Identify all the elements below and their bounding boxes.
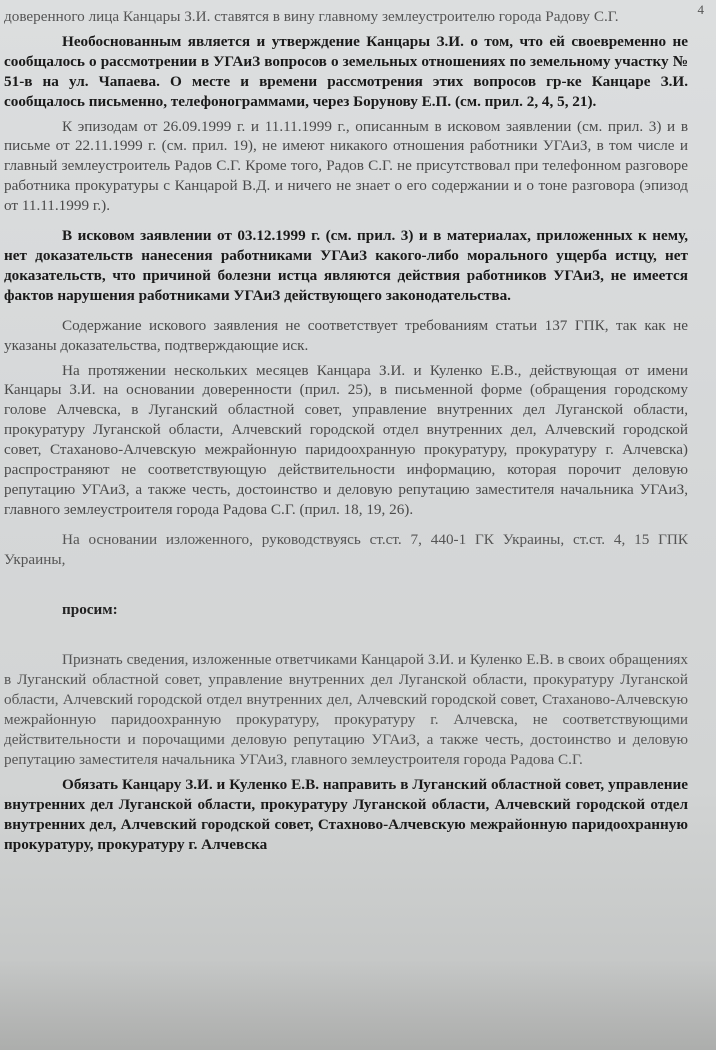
paragraph-dissemination: На протяжении нескольких месяцев Канцара З.И. и Куленко Е.В., действующая от имени Канцары З.И. на основании доверенности (прил. 25), в письменной форме (обращения городскому голове Алчевска, в Луганский областной совет, управление внутренних дел Луганской области, прокуратуру Луганской области, Алчевский городской отдел внутренних дел, Алчевский городской совет, Стахановo-Алчевскую межрайонную паридоохранную прокуратуру, прокуратуру г. Алчевска) распространяют не соответствующую действительности информацию, которая порочит деловую репутацию УГАиЗ, а также честь, достоинство и деловую репутацию заместителя начальника УГАиЗ, главного землеустроителя города Радова С.Г. (прил. 18, 19, 26). — [4, 361, 688, 518]
section-heading-request: просим: — [62, 600, 118, 618]
paragraph-request-recognize: Признать сведения, изложенные ответчиками Канцарой З.И. и Куленко Е.В. в своих обращениях в Луганский областной совет, управление внутренних дел Луганской области, прокуратуру Луганской области, Алчевский городской отдел внутренних дел, Алчевский городской совет, Стаханово-Алчевскую межрайонную паридоохранную прокуратуру, прокуратуру г. Алчевска, не соответствующими действительности и порочащими деловую репутацию УГАиЗ, а также честь, достоинство и деловую репутацию заместителя начальника УГАиЗ, главного землеустроителя города Радова С.Г. — [4, 651, 688, 768]
document-body — [4, 7, 688, 855]
page-shadow — [0, 960, 716, 1050]
paragraph-episodes: К эпизодам от 26.09.1999 г. и 11.11.1999 г., описанным в исковом заявлении (см. прил. 3) и в письме от 22.11.1999 г. (см. прил. 19), не имеют никакого отношения работники УГАиЗ, в том числе и главный землеустроитель Радов С.Г. Кроме того, Радов С.Г. не присутствовал при телефонном разговоре работника прокуратуры с Канцарой В.Д. и ничего не знает о его содержании и о тоне разговора (эпизод от 11.11.1999 г.). — [4, 117, 688, 215]
paragraph-continuation: доверенного лица Канцары З.И. ставятся в вину главному землеустроителю города Радову С.Г. — [4, 8, 619, 25]
paragraph-legal-basis: На основании изложенного, руководствуясь ст.ст. 7, 440-1 ГК Украины, ст.ст. 4, 15 ГПК Украины, — [4, 530, 688, 568]
paragraph-no-evidence: В исковом заявлении от 03.12.1999 г. (см. прил. 3) и в материалах, приложенных к нему, нет доказательств нанесения работниками УГАиЗ какого-либо морального ущерба истцу, нет доказательств, что причиной болезни истца являются действия работников УГАиЗ, не имеется фактов нарушения работниками УГАиЗ действующего законодательства. — [4, 227, 688, 304]
page-number: 4 — [697, 2, 704, 17]
paragraph-request-oblige: Обязать Канцару З.И. и Куленко Е.В. направить в Луганский областной совет, управление внутренних дел Луганской области, прокуратуру Луганской области, Алчевский городской отдел внутренних дел, Алчевский городской совет, Стахново-Алчевскую межрайонную паридоохранную прокуратуру, прокуратуру г. Алчевска — [4, 775, 688, 853]
paragraph-notification: Необоснованным является и утверждение Канцары З.И. о том, что ей своевременно не сообщалось о рассмотрении в УГАиЗ вопросов о земельных отношениях по земельному участку № 51-в на ул. Чапаева. О месте и времени рассмотрения этих вопросов гр-ке Канцаре З.И. сообщалось письменно, телефонограммами, через Борунову Е.П. (см. прил. 2, 4, 5, 21). — [4, 32, 688, 110]
paragraph-claim-requirements: Содержание искового заявления не соответствует требованиям статьи 137 ГПК, так как не указаны доказательства, подтверждающие иск. — [4, 316, 688, 354]
